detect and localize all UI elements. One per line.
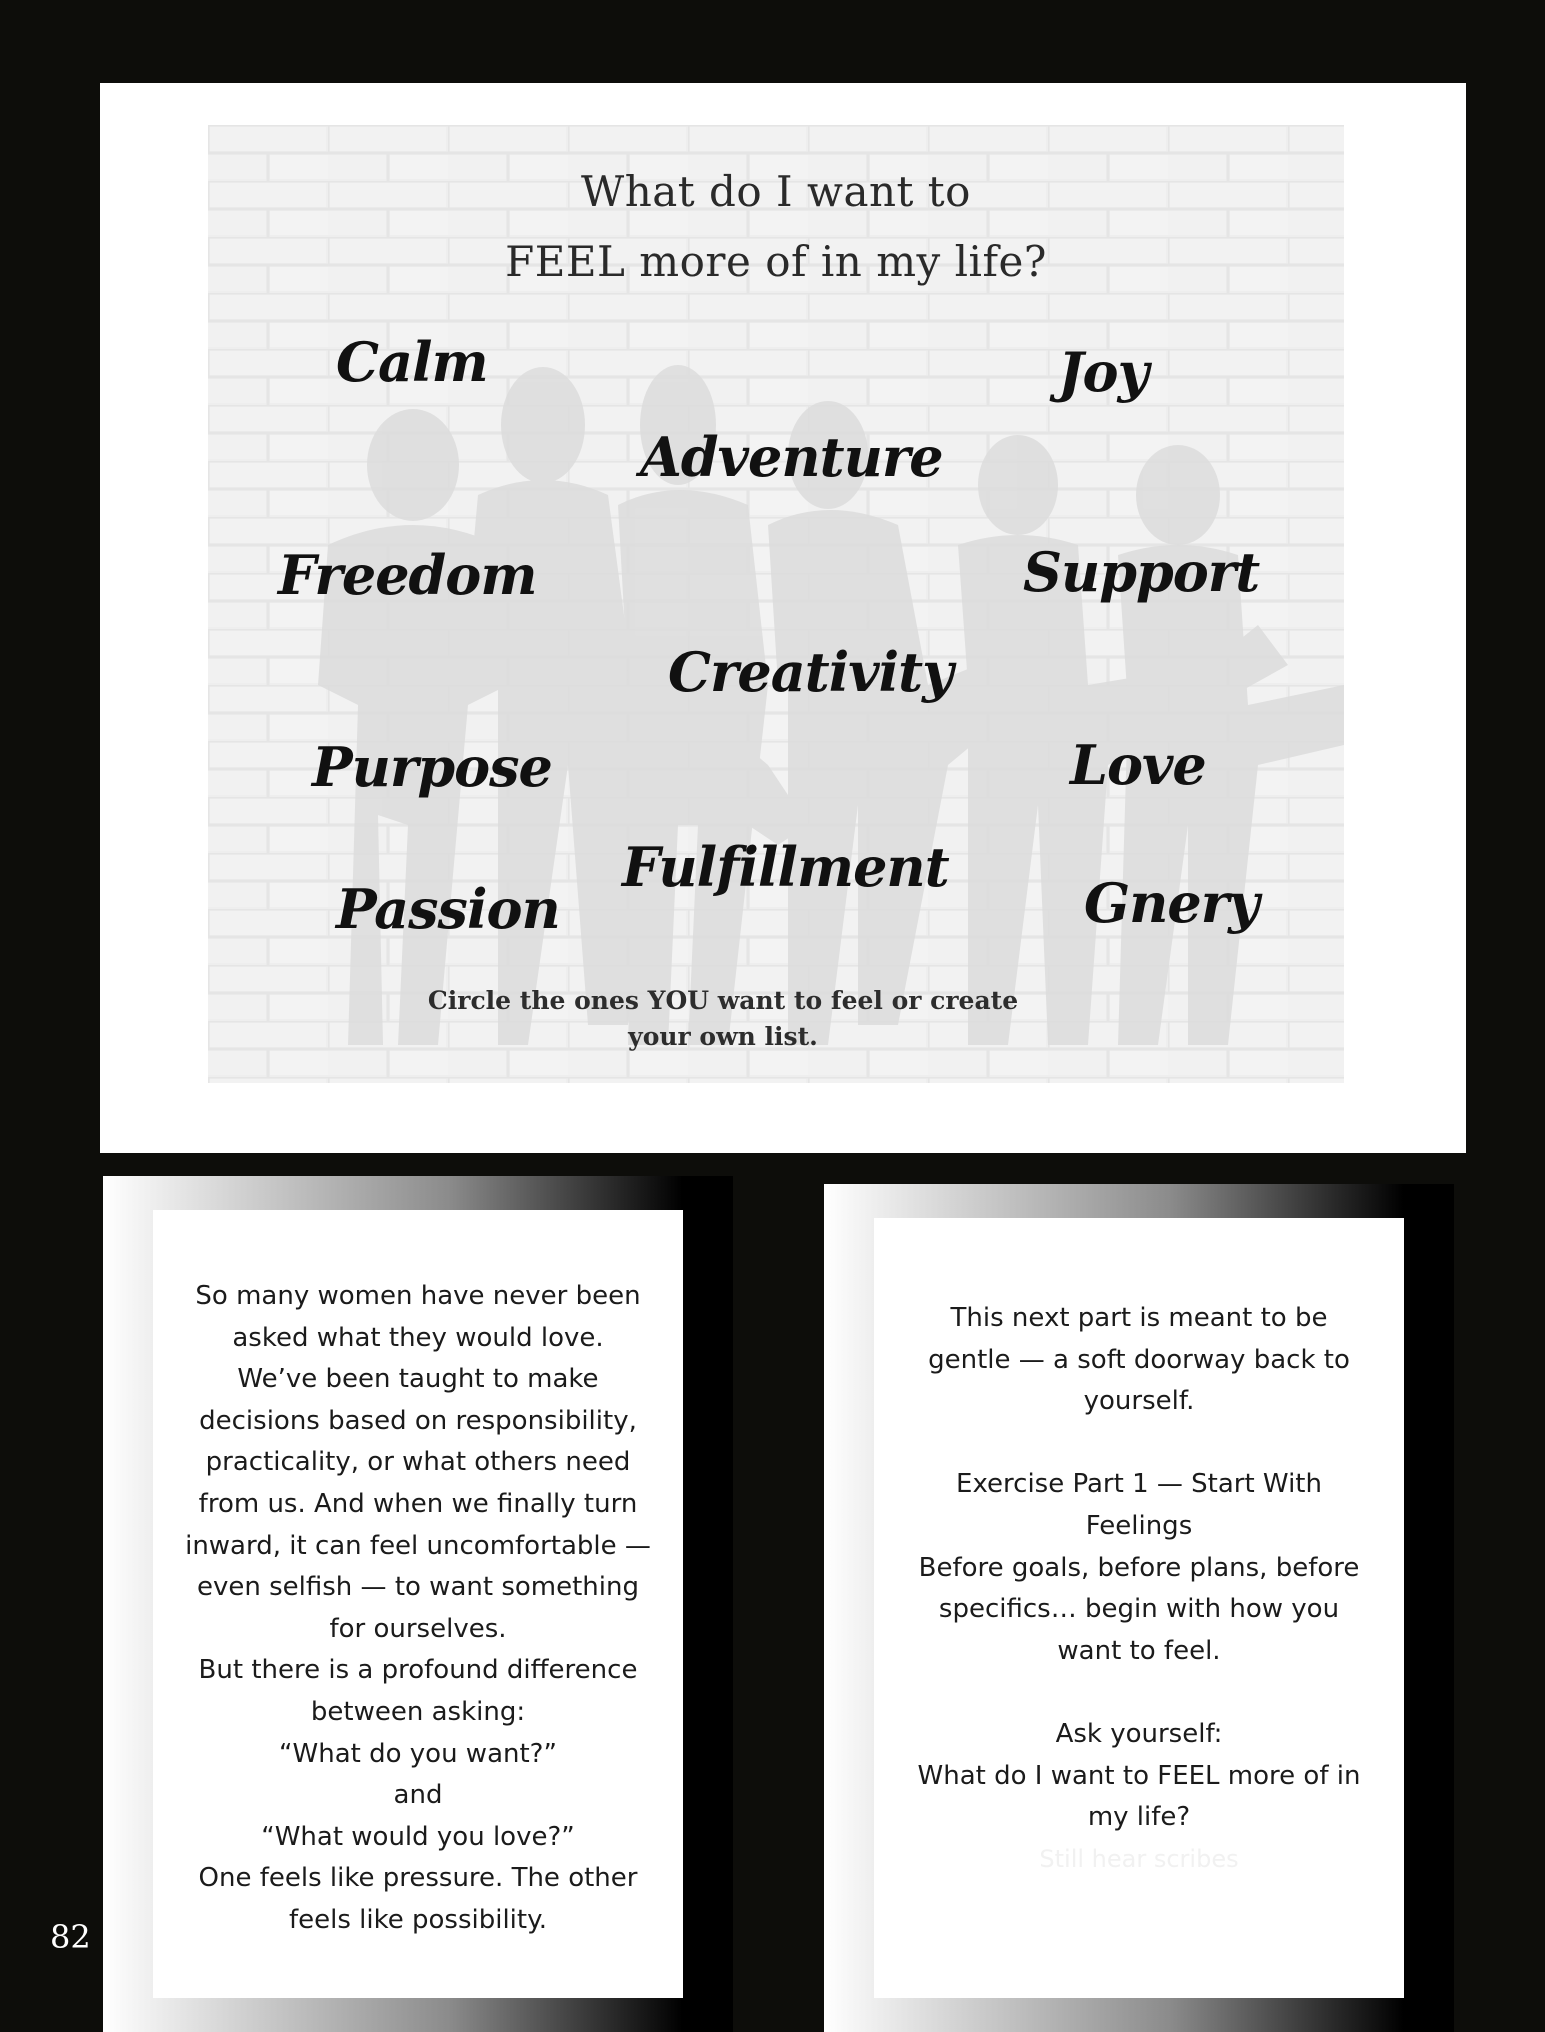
word-creativity: Creativity bbox=[668, 640, 953, 704]
headline-line-1: What do I want to bbox=[581, 167, 971, 216]
graphic-headline bbox=[208, 157, 1344, 297]
left-text-frame bbox=[103, 1176, 733, 2032]
left-quote-want: “What do you want?” bbox=[279, 1738, 557, 1769]
graphic-caption bbox=[408, 983, 1038, 1055]
caption-line-2: your own list. bbox=[628, 1022, 818, 1051]
word-purpose: Purpose bbox=[312, 735, 552, 799]
page-number: 82 bbox=[50, 1918, 91, 1956]
right-ask-question: What do I want to FEEL more of in my life? bbox=[917, 1760, 1361, 1833]
right-exercise-body: Before goals, before plans, before specifics… begin with how you want to feel. bbox=[918, 1552, 1360, 1666]
word-passion: Passion bbox=[336, 877, 560, 941]
left-and: and bbox=[393, 1780, 443, 1811]
word-joy: Joy bbox=[1058, 340, 1148, 404]
feelings-graphic bbox=[208, 125, 1344, 1083]
left-paragraph-3: But there is a profound difference between asking: bbox=[198, 1655, 638, 1727]
right-exercise-title: Exercise Part 1 — Start With Feelings bbox=[956, 1469, 1322, 1541]
right-ask-label: Ask yourself: bbox=[1055, 1718, 1223, 1749]
photo-card bbox=[100, 83, 1466, 1153]
caption-line-1: Circle the ones YOU want to feel or create bbox=[427, 986, 1019, 1015]
right-intro: This next part is meant to be gentle — a soft doorway back to yourself. bbox=[928, 1303, 1350, 1417]
left-quote-love: “What would you love?” bbox=[261, 1821, 575, 1852]
word-adventure: Adventure bbox=[640, 425, 943, 489]
word-support: Support bbox=[1023, 540, 1260, 604]
left-paragraph-last: One feels like pressure. The other feels like possibility. bbox=[198, 1863, 638, 1935]
right-faint-text: Still hear scribes bbox=[1039, 1844, 1239, 1873]
word-love: Love bbox=[1070, 733, 1206, 797]
right-text-box bbox=[874, 1218, 1404, 1998]
left-text-box bbox=[153, 1210, 683, 1998]
word-fulfillment: Fulfillment bbox=[622, 835, 949, 899]
word-calm: Calm bbox=[336, 330, 488, 394]
headline-line-2: FEEL more of in my life? bbox=[505, 237, 1047, 286]
word-enery: Gnery bbox=[1084, 871, 1259, 935]
left-paragraph-2: We’ve been taught to make decisions based on responsibility, practicality, or what others need from us. And when we finally turn inward, it can feel uncomfortable — even selfish — to want something for ourselves. bbox=[185, 1364, 651, 1644]
left-paragraph-1: So many women have never been asked what they would love. bbox=[195, 1281, 641, 1353]
right-text-frame bbox=[824, 1184, 1454, 2032]
word-freedom: Freedom bbox=[278, 543, 537, 607]
